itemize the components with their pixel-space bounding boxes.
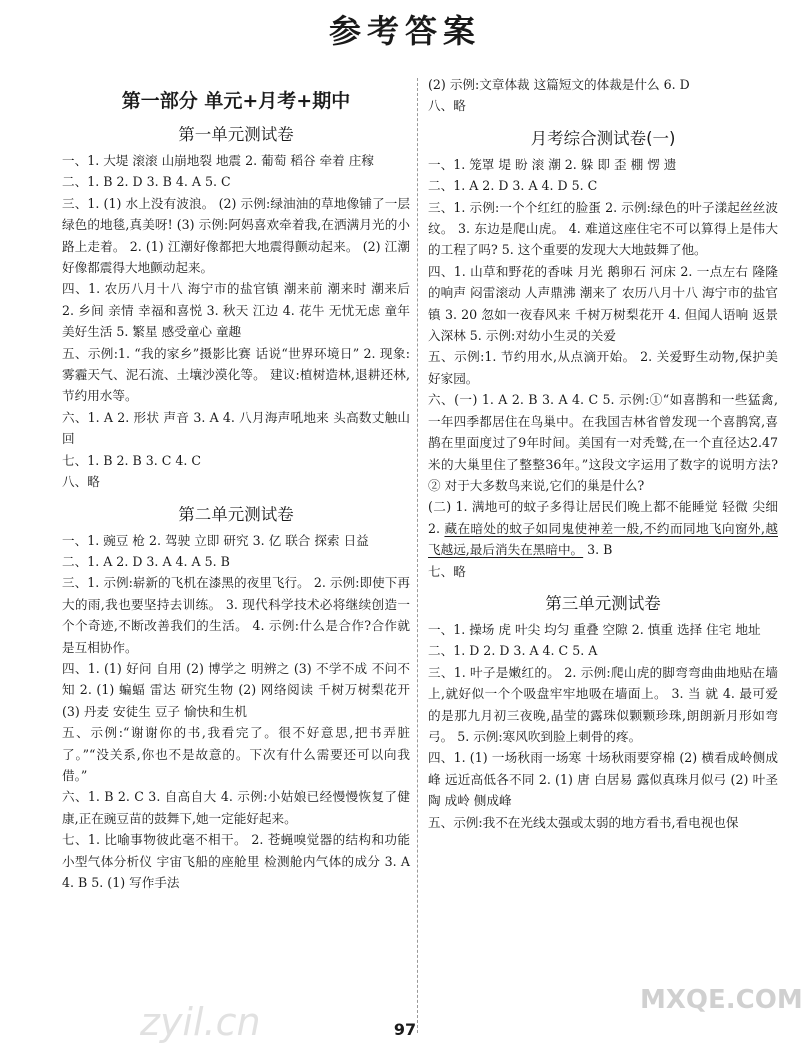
answer-line: 四、1. (1) 好问 自用 (2) 博学之 明辨之 (3) 不学不成 不问不知 2. (1) 蝙蝠 雷达 研究生物 (2) 网络阅读 千树万树梨花开 (3) 丹麦 安徒生 豆子 愉快和生机 [62, 660, 410, 719]
answer-line: 三、1. 示例:崭新的飞机在漆黑的夜里飞行。 2. 示例:即使下再大的雨,我也要坚持去训练。 3. 现代科学技术必将继续创造一个个奇迹,不断改善我们的生活。 4. 示例:什么是合作?合作就是互相协作。 [62, 575, 410, 655]
answer-line: 三、1. (1) 水上没有波浪。 (2) 示例:绿油油的草地像铺了一层绿色的地毯,真美呀! (3) 示例:阿妈喜欢牵着我,在洒满月光的小路上走着。 2. (1) 江潮好像都把大地震得颤动起来。 (2) 江潮好像都震得大地颤动起来。 [62, 195, 410, 276]
answer-line: 一、1. 操场 虎 叶尖 均匀 重叠 空隙 2. 慎重 选择 住宅 地址 [428, 621, 761, 637]
answer-line: 五、示例:1. “我的家乡”摄影比赛 话说“世界环境日” 2. 现象:雾霾天气、泥石流、土壤沙漠化等。 建议:植树造林,退耕还林,节约用水等。 [62, 345, 410, 404]
section-heading-unit2: 第二单元测试卷 [178, 504, 294, 524]
right-column [428, 74, 778, 833]
answer-text: (二) 1. 满地可的蚊子多得让居民们晚上都不能睡觉 轻微 尖细 2. [428, 499, 778, 536]
answer-line: 五、示例:“谢谢你的书,我看完了。很不好意思,把书弄脏了。”“没关系,你也不是故意的。下次有什么需要还可以向我借。” [62, 725, 410, 783]
answer-line: 五、示例:我不在光线太强或太弱的地方看书,看电视也保 [428, 814, 739, 830]
watermark-right: MXQE.COM [640, 985, 803, 1015]
answer-line: 一、1. 笼罩 堤 盼 滚 潮 2. 躲 即 歪 棚 愣 遗 [428, 156, 677, 172]
left-column [62, 84, 410, 893]
answer-line: 四、1. 农历八月十八 海宁市的盐官镇 潮来前 潮来时 潮来后 2. 乡间 亲情 幸福和喜悦 3. 秋天 江边 4. 花牛 无忧无虑 童年美好生活 5. 繁星 感受童心 童趣 [62, 281, 410, 340]
answer-line: 七、1. 比喻事物彼此毫不相干。 2. 苍蝇嗅觉器的结构和功能 小型气体分析仪 宇宙飞船的座舱里 检测舱内气体的成分 3. A 4. B 5. (1) 写作手法 [62, 832, 410, 890]
answer-line: 八、略 [428, 98, 466, 114]
page-number: 97 [393, 1020, 417, 1039]
answer-line: 六、(一) 1. A 2. B 3. A 4. C 5. 示例:①“如喜鹊和一些猛禽,一年四季都居住在鸟巢中。在我国吉林省曾发现一个喜鹊窝,喜鹊在里面度过了9年时间。美国有一对秃鹫,在一个直径达2.47米的大巢里住了整整36年。”这段文字运用了数字的说明方法? ② 对于大多数鸟来说,它们的巢是什么? [428, 392, 778, 493]
answer-line: 七、1. B 2. B 3. C 4. C [62, 452, 202, 468]
answer-paragraph [428, 496, 778, 560]
section-heading-unit3: 第三单元测试卷 [545, 593, 661, 613]
answer-line: 二、1. D 2. D 3. A 4. C 5. A [428, 643, 598, 659]
answer-line: 五、示例:1. 节约用水,从点滴开始。 2. 关爱野生动物,保护美好家园。 [428, 349, 778, 386]
underlined-answer: 藏在暗处的蚊子如同鬼使神差一般,不约而同地飞向窗外,越飞越远,最后消失在黑暗中。 [428, 520, 778, 558]
answer-line: (2) 示例:文章体裁 这篇短文的体裁是什么 6. D [428, 77, 690, 92]
answer-line: 四、1. 山草和野花的香味 月光 鹅卵石 河床 2. 一点左右 隆隆的响声 闷雷滚动 人声鼎沸 潮来了 农历八月十八 海宁市的盐官镇 3. 20 忽如一夜春风来 千树万树梨花开 4. 但闻人语响 返景入深林 5. 示例:对幼小生灵的关爱 [428, 263, 778, 344]
watermark-left: zyil.cn [140, 1000, 261, 1044]
answer-line: 二、1. A 2. D 3. A 4. A 5. B [62, 553, 230, 569]
answer-line: 二、1. A 2. D 3. A 4. D 5. C [428, 178, 598, 194]
section-heading-monthly1: 月考综合测试卷(一) [530, 128, 676, 148]
part-heading: 第一部分 单元+月考+期中 [121, 90, 351, 112]
answer-line: 一、1. 大堤 滚滚 山崩地裂 地震 2. 葡萄 稻谷 牵着 庄稼 [62, 153, 374, 168]
answer-line: 六、1. A 2. 形状 声音 3. A 4. 八月海声吼地来 头高数丈触山回 [62, 409, 410, 447]
answer-line: 四、1. (1) 一场秋雨一场寒 十场秋雨要穿棉 (2) 横看成岭侧成峰 远近高低各不同 2. (1) 唐 白居易 露似真珠月似弓 (2) 叶圣陶 成岭 侧成峰 [428, 750, 778, 809]
answer-text: 3. B [583, 542, 613, 558]
answer-line: 一、1. 豌豆 枪 2. 驾驶 立即 研究 3. 亿 联合 探索 日益 [62, 532, 369, 548]
answer-line: 八、略 [62, 474, 100, 490]
page-title: 参考答案 [328, 12, 481, 50]
answer-line: 三、1. 示例:一个个红红的脸蛋 2. 示例:绿色的叶子漾起丝丝波纹。 3. 东边是爬山虎。 4. 难道这座住宅不可以算得上是伟大的工程了吗? 5. 这个重要的发现大大地鼓舞了他。 [428, 199, 778, 258]
answer-line: 六、1. B 2. C 3. 自高自大 4. 示例:小姑娘已经慢慢恢复了健康,正在豌豆苗的鼓舞下,她一定能好起来。 [62, 789, 410, 826]
answer-line: 七、略 [428, 563, 466, 579]
section-heading-unit1: 第一单元测试卷 [178, 125, 294, 144]
answer-line: 二、1. B 2. D 3. B 4. A 5. C [62, 174, 231, 190]
answer-line: 三、1. 叶子是嫩红的。 2. 示例:爬山虎的脚弯弯曲曲地贴在墙上,就好似一个个吸盘牢牢地吸在墙面上。 3. 当 就 4. 最可爱的是那九月初三夜晚,晶莹的露珠似颗颗珍珠,朗朗新月形如弯弓。 5. 示例:寒风吹到脸上刺骨的疼。 [428, 664, 778, 744]
column-divider [417, 78, 418, 1033]
